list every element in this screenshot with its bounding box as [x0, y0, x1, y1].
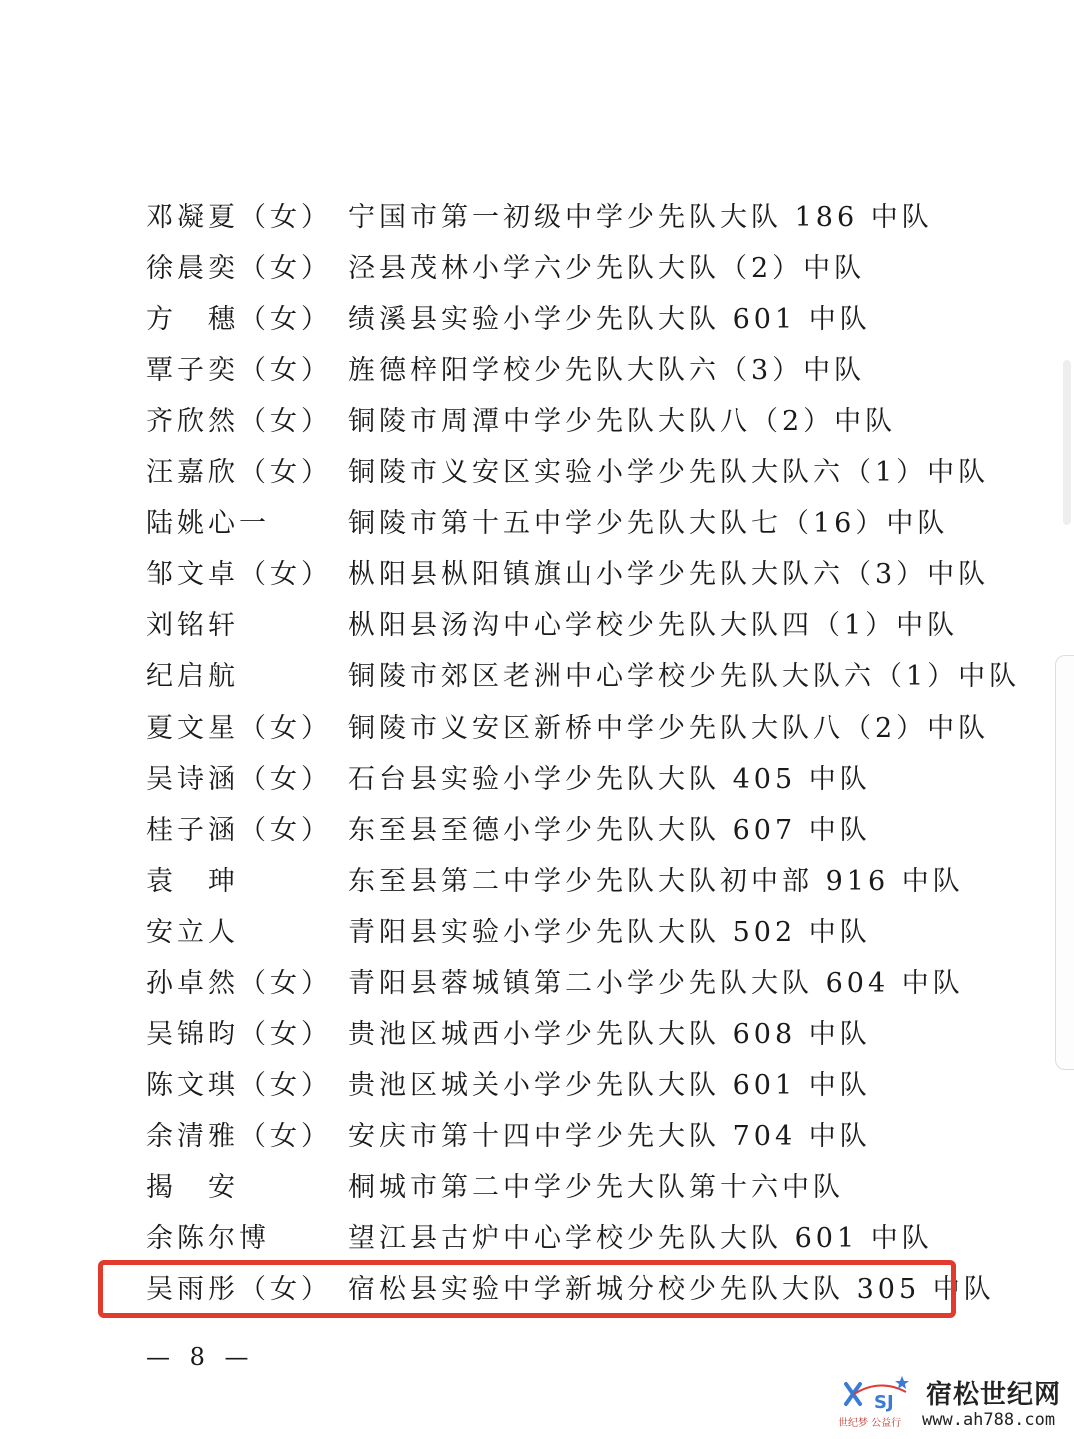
school-unit: 绩溪县实验小学少先队大队 601 中队	[348, 304, 871, 336]
school-unit: 贵池区城西小学少先队大队 608 中队	[348, 1018, 871, 1050]
student-name: 安立人	[146, 916, 239, 948]
school-unit: 铜陵市周潭中学少先队大队八（2）中队	[348, 406, 897, 438]
student-name: 余清雅（女）	[146, 1120, 332, 1152]
list-item	[0, 396, 1000, 447]
student-name: 夏文星（女）	[146, 712, 332, 744]
highlight-box	[98, 1260, 956, 1318]
student-name: 揭 安	[146, 1171, 239, 1203]
list-item	[0, 805, 1000, 856]
school-unit: 东至县至德小学少先队大队 607 中队	[348, 814, 871, 846]
list-item	[0, 1009, 1000, 1060]
school-unit: 泾县茂林小学六少先队大队（2）中队	[348, 253, 866, 285]
school-unit: 望江县古炉中心学校少先队大队 601 中队	[348, 1223, 933, 1254]
student-name: 纪启航	[146, 661, 239, 693]
school-unit: 枞阳县汤沟中心学校少先队大队四（1）中队	[348, 610, 959, 642]
side-panel-handle[interactable]	[1055, 655, 1074, 1070]
list-item	[0, 294, 1000, 345]
school-unit: 安庆市第十四中学少先大队 704 中队	[348, 1120, 871, 1152]
list-item	[0, 1213, 1000, 1264]
school-unit: 铜陵市义安区新桥中学少先队大队八（2）中队	[348, 712, 990, 744]
scrollbar-thumb[interactable]	[1063, 360, 1071, 525]
watermark-slogan: 世纪梦 公益行	[838, 1418, 902, 1429]
list-item	[0, 856, 1000, 907]
student-name: 覃子奕（女）	[146, 355, 332, 387]
school-unit: 宁国市第一初级中学少先队大队 186 中队	[348, 202, 933, 233]
list-item	[0, 1060, 1000, 1111]
school-unit: 石台县实验小学少先队大队 405 中队	[348, 763, 871, 795]
student-name: 陆姚心一	[146, 508, 270, 540]
list-item	[0, 703, 1000, 754]
school-unit: 贵池区城关小学少先队大队 601 中队	[348, 1069, 871, 1101]
list-item	[0, 549, 1000, 600]
list-item	[0, 1111, 1000, 1162]
list-item	[0, 192, 1000, 243]
student-name: 吴诗涵（女）	[146, 763, 332, 795]
school-unit: 铜陵市义安区实验小学少先队大队六（1）中队	[348, 457, 990, 489]
student-name: 吴雨彤（女）	[146, 1274, 332, 1306]
school-unit: 铜陵市郊区老洲中心学校少先队大队六（1）中队	[348, 661, 1021, 693]
school-unit: 枞阳县枞阳镇旗山小学少先队大队六（3）中队	[348, 559, 990, 591]
school-unit: 青阳县实验小学少先队大队 502 中队	[348, 916, 871, 948]
site-watermark	[838, 1368, 1068, 1436]
list-item	[0, 651, 1021, 702]
site-logo-icon	[840, 1372, 920, 1416]
school-unit: 旌德梓阳学校少先队大队六（3）中队	[348, 355, 866, 387]
student-name: 汪嘉欣（女）	[146, 457, 332, 489]
list-item	[0, 447, 1000, 498]
school-unit: 桐城市第二中学少先大队第十六中队	[348, 1171, 844, 1203]
watermark-site-name: 宿松世纪网	[926, 1380, 1062, 1410]
student-name: 邹文卓（女）	[146, 559, 332, 591]
student-name: 方 穗（女）	[146, 304, 332, 336]
list-item	[0, 498, 1000, 549]
watermark-url: www.ah788.com	[922, 1410, 1056, 1430]
school-unit: 青阳县蓉城镇第二小学少先队大队 604 中队	[348, 967, 964, 999]
list-item	[0, 754, 1000, 805]
list-item	[0, 600, 1000, 651]
page-number: — 8 —	[146, 1343, 255, 1371]
student-name: 余陈尔博	[146, 1223, 270, 1254]
list-item	[0, 345, 1000, 396]
school-unit: 铜陵市第十五中学少先队大队七（16）中队	[348, 508, 949, 540]
student-name: 齐欣然（女）	[146, 406, 332, 438]
student-name: 袁 珅	[146, 865, 239, 897]
student-name: 刘铭轩	[146, 610, 239, 642]
list-item	[0, 243, 1000, 294]
logo-text: SJ	[874, 1392, 894, 1413]
school-unit: 宿松县实验中学新城分校少先队大队 305 中队	[348, 1274, 995, 1306]
student-name: 桂子涵（女）	[146, 814, 332, 846]
student-name: 孙卓然（女）	[146, 967, 332, 999]
list-item	[0, 907, 1000, 958]
student-name: 陈文琪（女）	[146, 1069, 332, 1101]
student-name: 徐晨奕（女）	[146, 253, 332, 285]
student-name: 邓凝夏（女）	[146, 202, 332, 233]
list-item	[0, 958, 1000, 1009]
student-name: 吴锦昀（女）	[146, 1018, 332, 1050]
list-item	[0, 1162, 1000, 1213]
school-unit: 东至县第二中学少先队大队初中部 916 中队	[348, 865, 964, 897]
